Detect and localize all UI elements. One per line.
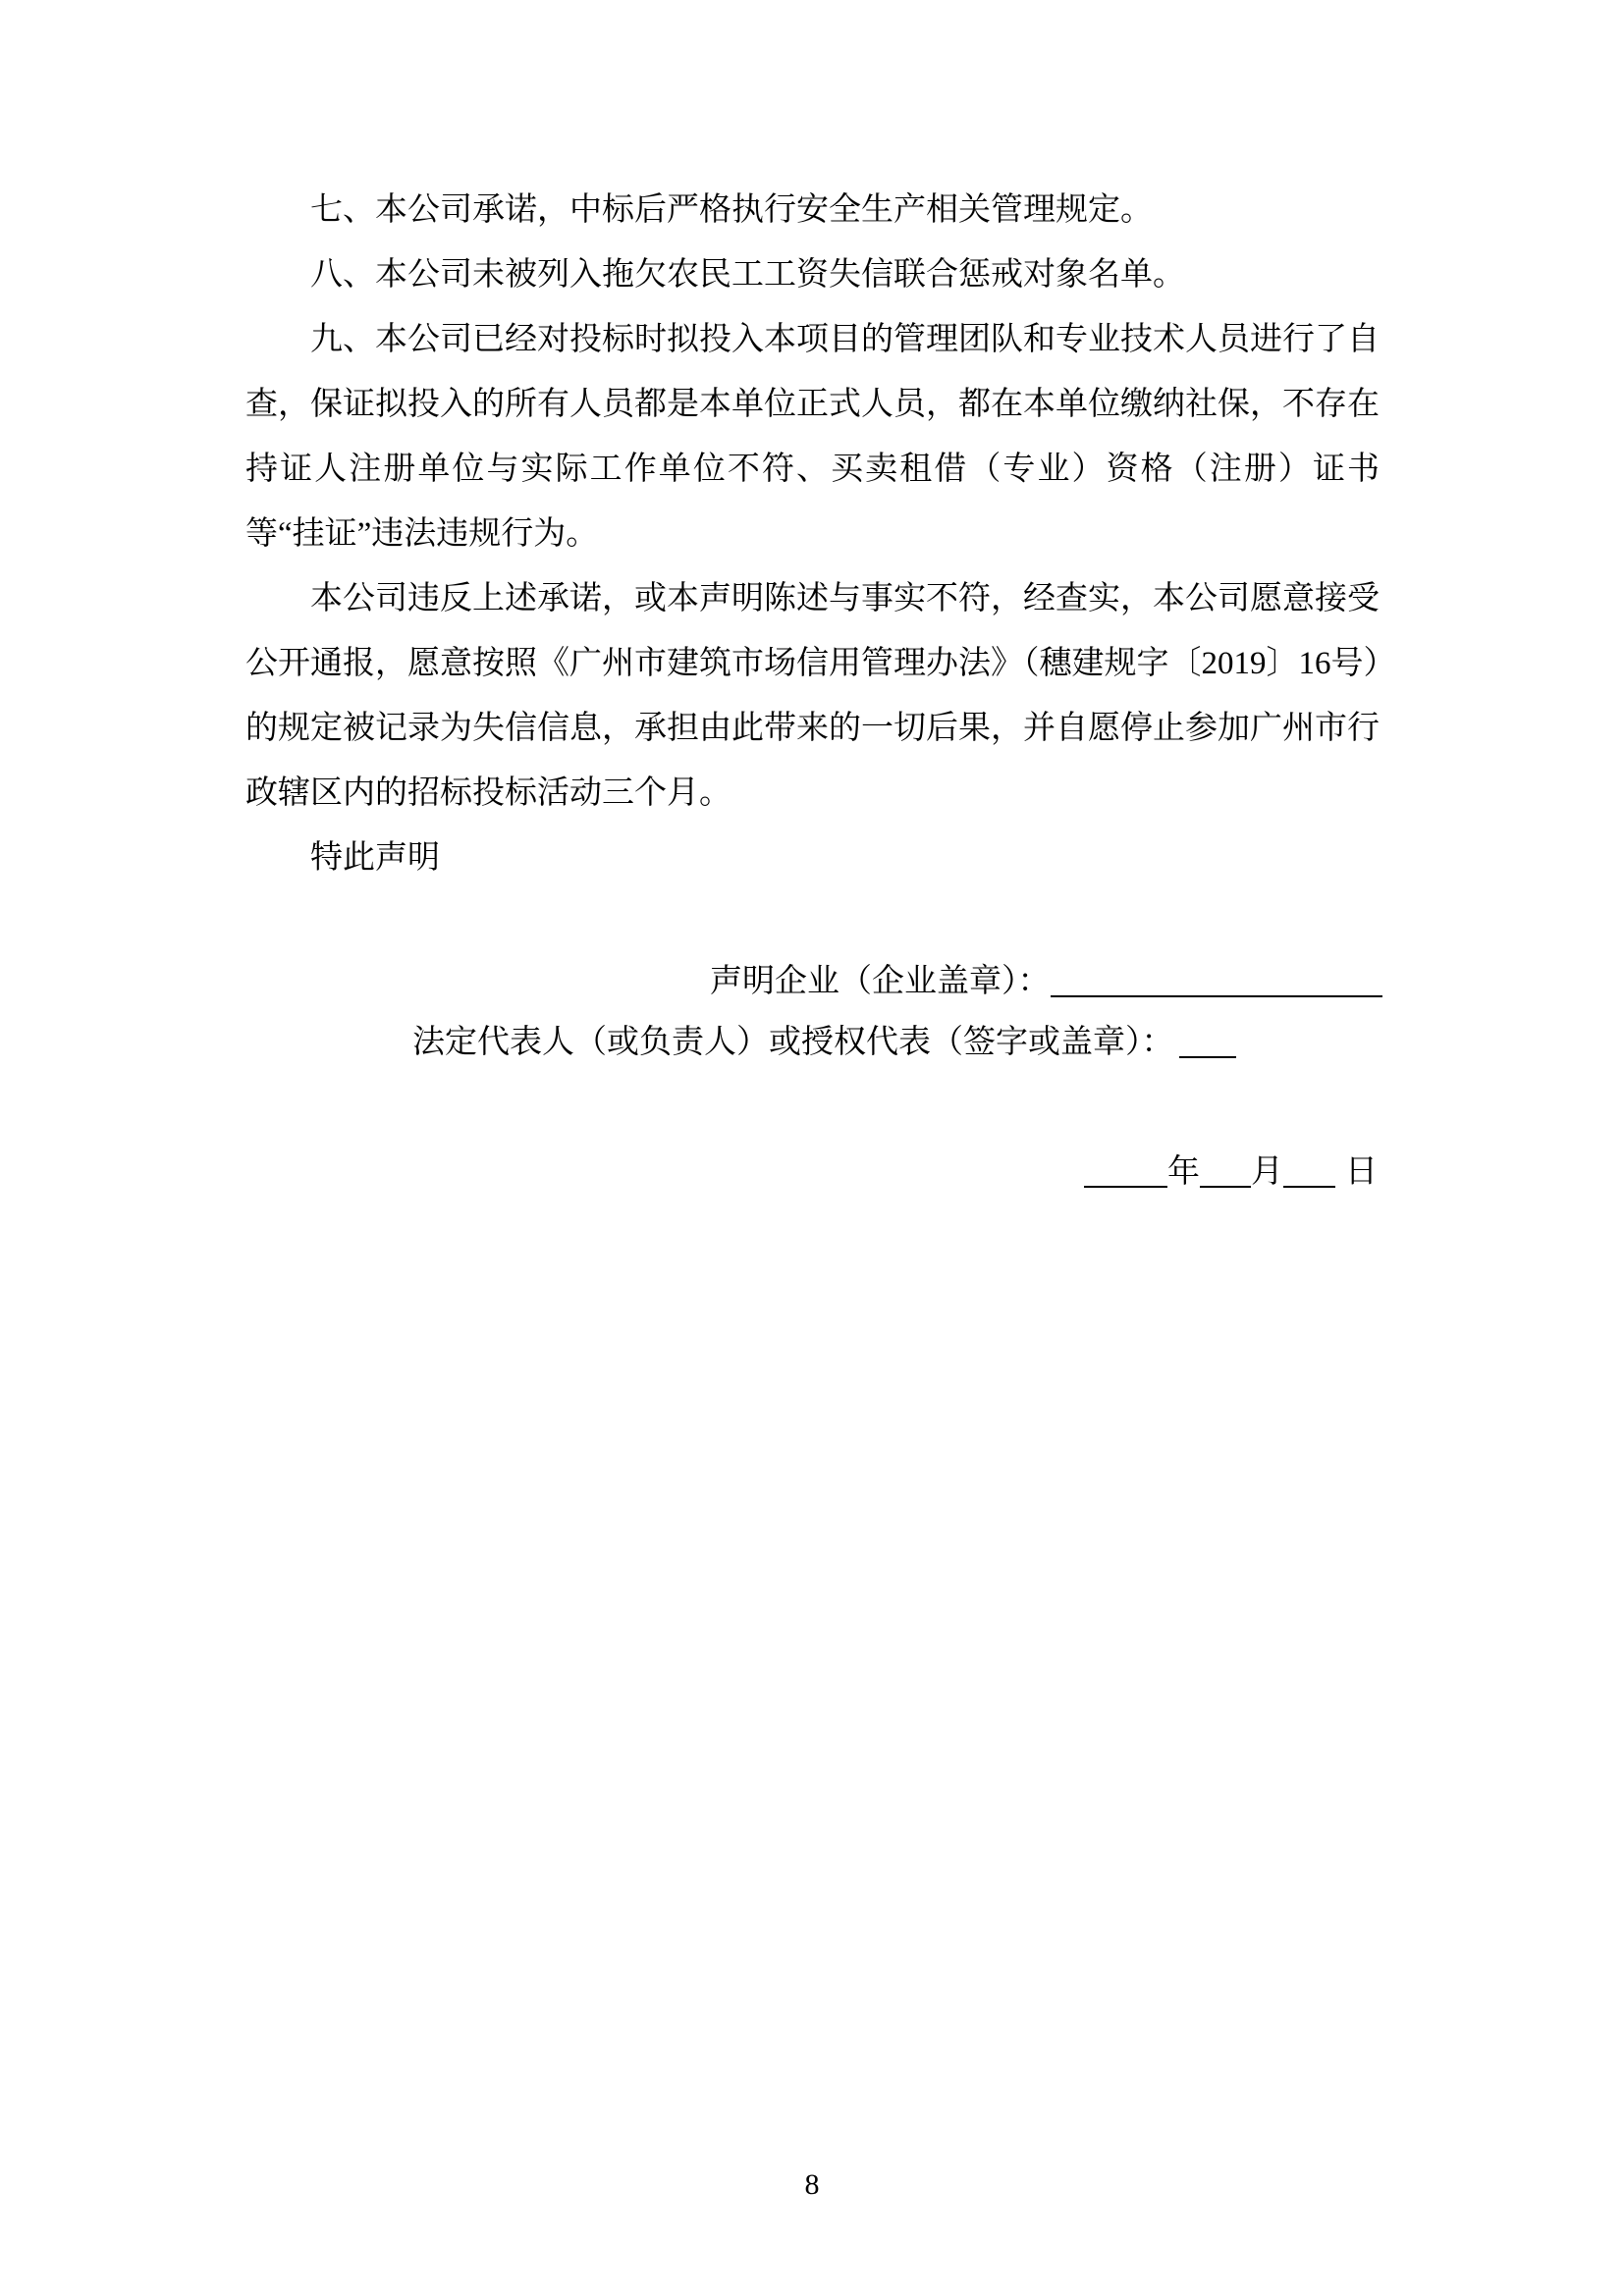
representative-signature-label: 法定代表人（或负责人）或授权代表（签字或盖章）：	[412, 1025, 1174, 1060]
representative-signature-line	[412, 1025, 1236, 1060]
representative-signature-blank-line	[1179, 1056, 1236, 1058]
document-body	[245, 178, 1380, 890]
date-day-blank-line	[1283, 1186, 1335, 1188]
company-seal-blank-line	[1051, 995, 1382, 997]
date-month-blank-line	[1200, 1186, 1251, 1188]
company-seal-label: 声明企业（企业盖章）：	[710, 964, 1051, 999]
date-month-label: 月	[1251, 1154, 1283, 1190]
date-year-label: 年	[1167, 1154, 1200, 1190]
clause-7: 七、本公司承诺，中标后严格执行安全生产相关管理规定。	[310, 192, 1153, 228]
page-number: 8	[804, 2168, 820, 2201]
date-day-label: 日	[1345, 1154, 1378, 1190]
liability-paragraph: 本公司违反上述承诺，或本声明陈述与事实不符，经查实，本公司愿意接受公开通报，愿意按照《广州市建筑市场信用管理办法》（穗建规字〔2019〕16号）的规定被记录为失信信息，承担由此带来的一切后果，并自愿停止参加广州市行政辖区内的招标投标活动三个月。	[245, 581, 1380, 811]
clause-9: 九、本公司已经对投标时拟投入本项目的管理团队和专业技术人员进行了自查，保证拟投入的所有人员都是本单位正式人员，都在本单位缴纳社保，不存在持证人注册单位与实际工作单位不符、买卖租借（专业）资格（注册）证书等“挂证”违法违规行为。	[245, 322, 1380, 552]
clause-8: 八、本公司未被列入拖欠农民工工资失信联合惩戒对象名单。	[310, 257, 1185, 293]
company-seal-line	[710, 964, 1382, 999]
date-year-blank-line	[1084, 1186, 1167, 1188]
date-line	[1084, 1154, 1378, 1190]
declaration-closing: 特此声明	[310, 840, 440, 876]
